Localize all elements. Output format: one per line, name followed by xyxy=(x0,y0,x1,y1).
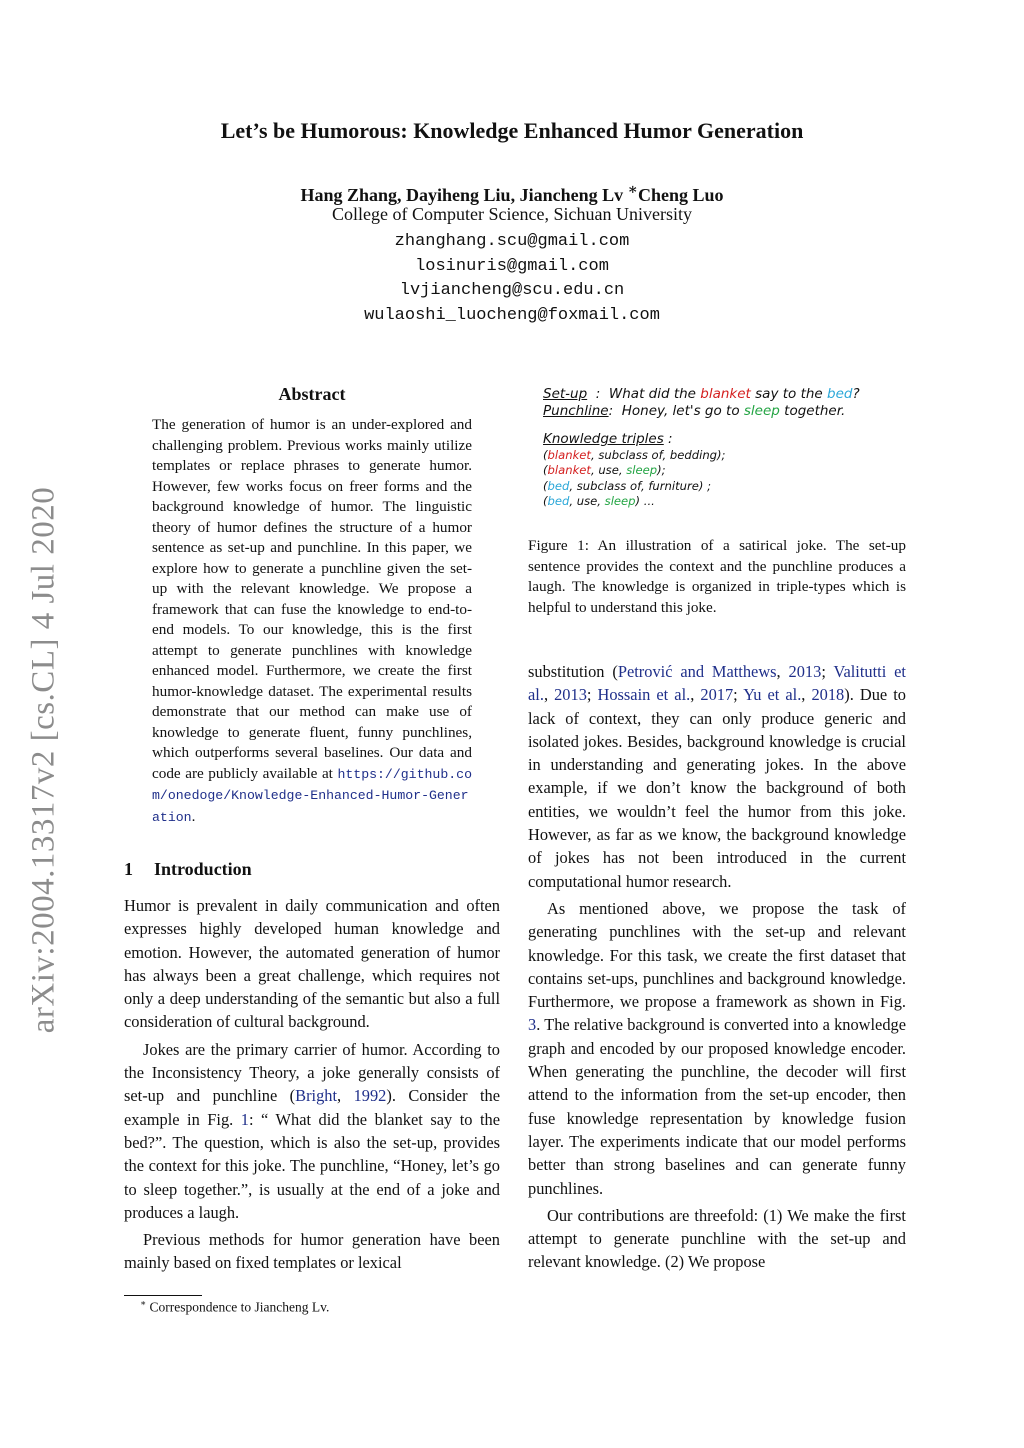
citation-year-2018[interactable]: 2018 xyxy=(811,685,845,705)
triple-2-end: ); xyxy=(657,463,666,478)
intro-paragraph-2 xyxy=(124,1038,500,1224)
c2p1-c: ; xyxy=(821,662,834,681)
figure-1 xyxy=(543,386,913,509)
arxiv-stamp-text: arXiv:2004.13317v2 [cs.CL] 4 Jul 2020 xyxy=(25,486,62,1034)
citation-year-1992[interactable]: 1992 xyxy=(353,1086,387,1106)
c2p1-i: ). Due to lack of context, they can only produce generic and isolated jokes. Besides, background knowledge is crucial in understanding and generating jokes. In the above example, if we don’t know the background of both entities, we wouldn’t feel the humor from this joke. However, as far as we know, the background knowledge of jokes has not been introduced in the current computational humor research. xyxy=(528,685,906,891)
triple-3-rest: , subclass of, furniture) ; xyxy=(569,478,711,493)
c2p1-f: , xyxy=(690,685,701,705)
c2p1-d: , xyxy=(543,685,555,705)
triple-3 xyxy=(543,479,913,494)
c2p1-e: ; xyxy=(586,685,598,705)
email-3: lvjiancheng@scu.edu.cn xyxy=(399,281,625,300)
triple-4-end: ) ... xyxy=(635,493,655,508)
email-1: zhanghang.scu@gmail.com xyxy=(394,232,630,251)
abstract-url-end: . xyxy=(191,807,196,825)
abstract-url[interactable]: https://github.com/onedoge/Knowledge-Enhanced-Humor-Generation xyxy=(152,766,472,825)
c2p2-b: . The relative background is converted into a knowledge graph and encoded by our proposed knowledge encoder. When generating the punchline, the decoder will first attend to the information from the set-up encoder, then fuse knowledge representation by knowledge fusion layer. The experiments indicate that our model performs better than strong baselines and can generate funny punchlines. xyxy=(528,1015,906,1198)
author-star: ∗ xyxy=(627,182,638,198)
triple-1-entity: blanket xyxy=(547,448,591,462)
col2-paragraph-2 xyxy=(528,897,906,1200)
right-column xyxy=(528,660,906,1274)
setup-blanket: blanket xyxy=(700,386,751,402)
paper-title: Let’s be Humorous: Knowledge Enhanced Humor Generation xyxy=(220,118,804,143)
figure-setup-line xyxy=(543,386,913,403)
intro-paragraph-3: Previous methods for humor generation have been mainly based on fixed templates or lexical xyxy=(124,1230,500,1273)
triple-4-entity: bed xyxy=(547,493,570,508)
triple-1-rest: , subclass of, bedding); xyxy=(590,448,726,462)
footnote-rule xyxy=(124,1295,202,1296)
p2-text-d: : “ What did the blanket say to the bed?”. The question, which is also the set-up, provides the context for this joke. The punchline, “Honey, let’s go to sleep together.”, is usually at the end of a joke and produces a laugh. xyxy=(124,1109,500,1222)
punch-text-a: : Honey, let's go to xyxy=(608,403,744,419)
email-4: wulaoshi_luocheng@foxmail.com xyxy=(364,305,660,325)
triple-2-entity: blanket xyxy=(547,463,591,478)
email-2: losinuris@gmail.com xyxy=(415,256,609,276)
citation-year-2017[interactable]: 2017 xyxy=(700,685,734,705)
col2-paragraph-3: Our contributions are threefold: (1) We make the first attempt to generate punchline with the set-up and relevant knowledge. (2) We propose xyxy=(528,1205,906,1272)
citation-petrovic[interactable]: Petrović and Matthews xyxy=(617,662,777,681)
triple-4-mid: , use, xyxy=(569,493,605,508)
abstract-text: The generation of humor is an under-explored and challenging problem. Previous works mainly utilize templates or replace phrases to generate humor. However, few works focus on freer forms and the background knowledge of humor. The linguistic theory of humor defines the structure of a humor sentence as set-up and punchline. In this paper, we explore how to generate a punchline given the set-up with the relevant knowledge. We propose a framework that can fuse the knowledge to end-to-end models. To our knowledge, this is the first attempt to generate punchlines with knowledge enhanced model. Furthermore, we create the first humor-knowledge dataset. The experimental results demonstrate that our method can make use of knowledge to generate fluent, funny punchlines, which outperforms several baselines. Our data and code are publicly available at xyxy=(152,416,472,782)
figure-knowledge-label xyxy=(543,431,913,448)
knowledge-colon: : xyxy=(663,431,673,447)
author-names: Hang Zhang, Dayiheng Liu, Jiancheng Lv xyxy=(300,185,628,205)
setup-bed: bed xyxy=(827,386,853,402)
footnote-mark: ∗ xyxy=(140,1298,147,1308)
email-list xyxy=(0,230,1024,328)
section-number: 1 xyxy=(124,859,133,879)
triple-open: ( xyxy=(543,448,548,462)
triple-4 xyxy=(543,494,913,509)
triple-2-mid: , use, xyxy=(590,463,627,478)
figure-punchline-line xyxy=(543,403,913,420)
c2p1-g: ; xyxy=(733,685,744,705)
triple-3-entity: bed xyxy=(547,478,570,493)
citation-hossain[interactable]: Hossain et al. xyxy=(597,685,691,705)
section-title: Introduction xyxy=(154,859,252,879)
figure-caption: Figure 1: An illustration of a satirical joke. The set-up sentence provides the context and the punchline produces a laugh. The knowledge is organized in triple-types which is helpful to understand this joke. xyxy=(528,537,906,616)
c2p2-a: As mentioned above, we propose the task of generating punchlines with the set-up and relevant knowledge. For this task, we create the first dataset that contains set-ups, punchlines and background knowledge. Furthermore, we propose a framework as shown in Fig. xyxy=(528,898,906,1012)
c2p1-b: , xyxy=(776,662,789,681)
triple-open: ( xyxy=(543,463,548,478)
citation-yu[interactable]: Yu et al. xyxy=(743,685,802,705)
triple-4-object: sleep xyxy=(604,493,636,508)
footnote xyxy=(140,1298,329,1316)
abstract-body xyxy=(152,415,472,828)
author-list xyxy=(0,180,1024,206)
citation-bright[interactable]: Bright xyxy=(295,1086,338,1106)
p2-text-c: ). Consider the example in Fig. xyxy=(124,1086,501,1129)
triple-open: ( xyxy=(543,478,548,493)
intro-column xyxy=(124,894,500,1275)
punch-sleep: sleep xyxy=(743,403,780,419)
citation-valitutti[interactable]: Valitutti et al. xyxy=(528,662,906,705)
intro-paragraph-1: Humor is prevalent in daily communication and often expresses highly developed human knowledge and emotion. However, the automated generation of humor has always been a great challenge, which requires not only a deep understanding of the semantic but also a full consideration of cultural background. xyxy=(124,896,500,1032)
author-last: Cheng Luo xyxy=(637,185,724,205)
citation-year-2013a[interactable]: 2013 xyxy=(788,662,822,681)
figure-ref-1[interactable]: 1 xyxy=(240,1109,249,1129)
c2p1-a: substitution ( xyxy=(528,662,618,681)
figure-ref-3[interactable]: 3 xyxy=(528,1015,537,1035)
citation-year-2013b[interactable]: 2013 xyxy=(554,685,587,705)
p2-text-a: Jokes are the primary carrier of humor. According to the Inconsistency Theory, a joke generally consists of set-up and punchline ( xyxy=(124,1039,500,1106)
p2-text-b: , xyxy=(337,1086,354,1106)
setup-text-a: : What did the xyxy=(587,386,701,402)
col2-paragraph-1 xyxy=(528,660,906,893)
setup-text-c: ? xyxy=(852,386,860,402)
knowledge-triples-label: Knowledge triples xyxy=(543,431,664,447)
triple-2 xyxy=(543,463,913,478)
setup-label: Set-up xyxy=(543,386,588,402)
section-heading xyxy=(124,859,252,880)
setup-text-b: say to the xyxy=(750,386,828,402)
c2p1-h: , xyxy=(801,685,812,705)
triple-1 xyxy=(543,448,913,463)
affiliation: College of Computer Science, Sichuan University xyxy=(332,204,692,224)
footnote-text: Correspondence to Jiancheng Lv. xyxy=(146,1299,330,1315)
abstract-heading: Abstract xyxy=(278,384,346,404)
punch-text-b: together. xyxy=(779,403,846,419)
triple-2-object: sleep xyxy=(626,463,658,478)
punchline-label: Punchline xyxy=(543,403,609,419)
triple-open: ( xyxy=(543,493,548,508)
